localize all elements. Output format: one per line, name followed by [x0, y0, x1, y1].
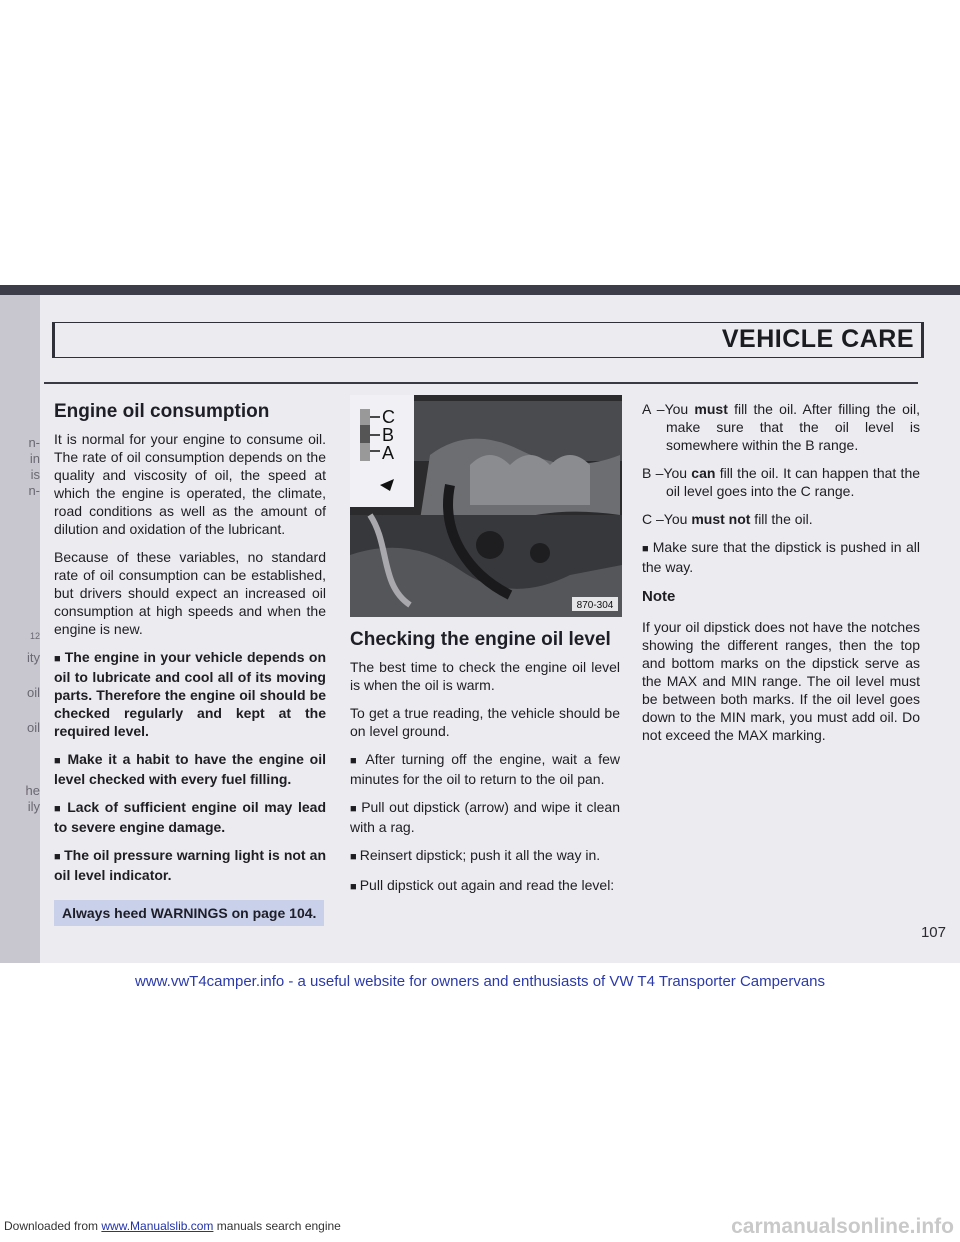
bullet-check-habit: ■ Make it a habit to have the engine oil level checked with every fuel filling. [54, 750, 326, 788]
side-tab: 12 [29, 631, 40, 641]
text: oil pressure warning light is not an oil level indicator. [54, 847, 327, 883]
text: C –You [642, 511, 692, 527]
text: Lack of sufficient engine oil may lead to [54, 799, 326, 835]
text: fill the oil. [750, 511, 813, 527]
text: can [691, 465, 716, 481]
heading-checking-oil: Checking the engine oil level [350, 629, 611, 650]
text: required level. [54, 723, 149, 739]
side-tab: n- [28, 435, 40, 450]
bullet-warning-light [54, 846, 326, 884]
manualslib-link[interactable]: www.Manualslib.com [101, 1219, 214, 1233]
label-b: B [382, 425, 395, 445]
step-wait: ■ After turning off the engine, wait a few minutes for the oil to return to the oil pan. [350, 750, 620, 788]
header-rule [44, 382, 918, 384]
download-prefix: Downloaded from [4, 1219, 102, 1233]
step-reinsert: ■ Reinsert dipstick; push it all the way in. [350, 846, 620, 866]
page-top-edge [0, 285, 960, 295]
engine-dipstick-photo [350, 395, 622, 617]
figure-reference: 870-304 [576, 600, 614, 611]
text: Therefore the engine oil should be checked regularly and kept at the [54, 687, 326, 721]
paragraph: Because of these variables, no standard rate of oil consumption can be established, but drivers should expect an increased oil consumption at high speeds and when the engine is new. [54, 549, 326, 637]
side-tab: is [30, 467, 40, 482]
label-a: A [382, 443, 395, 463]
column-engine-oil-consumption [54, 400, 326, 926]
text: must not [691, 511, 751, 527]
step-pull-wipe: ■ Pull out dipstick (arrow) and wipe it clean with a rag. [350, 798, 620, 836]
note-heading: Note [642, 588, 676, 605]
text: A –You [642, 401, 695, 417]
range-c [642, 510, 920, 528]
text: severe engine damage. [71, 819, 226, 835]
paragraph: To get a true reading, the vehicle should be on level ground. [350, 705, 620, 739]
section-title: VEHICLE CARE [721, 325, 914, 353]
engine-illustration [350, 395, 622, 617]
side-tab: ity [27, 650, 40, 665]
download-suffix: manuals search engine [213, 1219, 341, 1233]
side-tab: ily [27, 799, 40, 814]
column-level-ranges [642, 400, 920, 754]
previous-page-strip [0, 295, 40, 963]
text: must [694, 401, 728, 417]
column-checking-oil-level [350, 628, 620, 906]
vwt4camper-link[interactable]: www.vwT4camper.info - a useful website for owners and enthusiasts of VW T4 Transporter Campervans [134, 973, 826, 990]
heading-oil-consumption: Engine oil consumption [54, 401, 270, 422]
side-tab: he [25, 783, 40, 798]
paragraph: The best time to check the engine oil level is when the oil is warm. [350, 659, 620, 693]
page-number: 107 [920, 924, 946, 941]
text: The [64, 847, 94, 863]
side-tab: n- [28, 483, 40, 498]
text: fill the oil. It can happen that the oil level goes into the C range. [666, 465, 921, 499]
range-a [642, 400, 920, 454]
text: oil to lubricate and cool all of its moving parts. [54, 669, 326, 703]
step-read-level: ■ Pull dipstick out again and read the level: [350, 876, 620, 896]
bullet-dipstick-pushed: ■ Make sure that the dipstick is pushed in all the way. [642, 538, 920, 576]
bullet-lack-of-oil [54, 798, 326, 836]
text: The engine in your vehicle depends on [64, 649, 326, 665]
note-text: If your oil dipstick does not have the notches showing the different ranges, then the top and bottom marks on the dipstick serve as the MAX and MIN range. The oil level must be between both marks. If the oil level goes down to the MIN mark, you must add oil. Do not exceed the MAX marking. [642, 619, 920, 743]
side-tab: in [29, 451, 40, 466]
label-c: C [382, 407, 395, 427]
text: B –You [642, 465, 692, 481]
range-b [642, 464, 920, 500]
bullet-lubrication [54, 648, 326, 740]
text: fill the oil. After filling the oil, make sure that the oil level is somewhere within the B range. [666, 401, 920, 453]
carmanualsonline-watermark: carmanualsonline.info [731, 1215, 954, 1238]
paragraph: It is normal for your engine to consume oil. The rate of oil consumption depends on the quality and viscosity of oil, the speed at which the engine is operated, the climate, road conditions as well as the amount of dilution and oxidation of the lubricant. [54, 431, 326, 537]
side-tab: oil [26, 720, 40, 735]
side-tab: oil [26, 685, 40, 700]
download-banner [4, 1219, 341, 1233]
warning-callout: Always heed WARNINGS on page 104. [54, 900, 324, 926]
